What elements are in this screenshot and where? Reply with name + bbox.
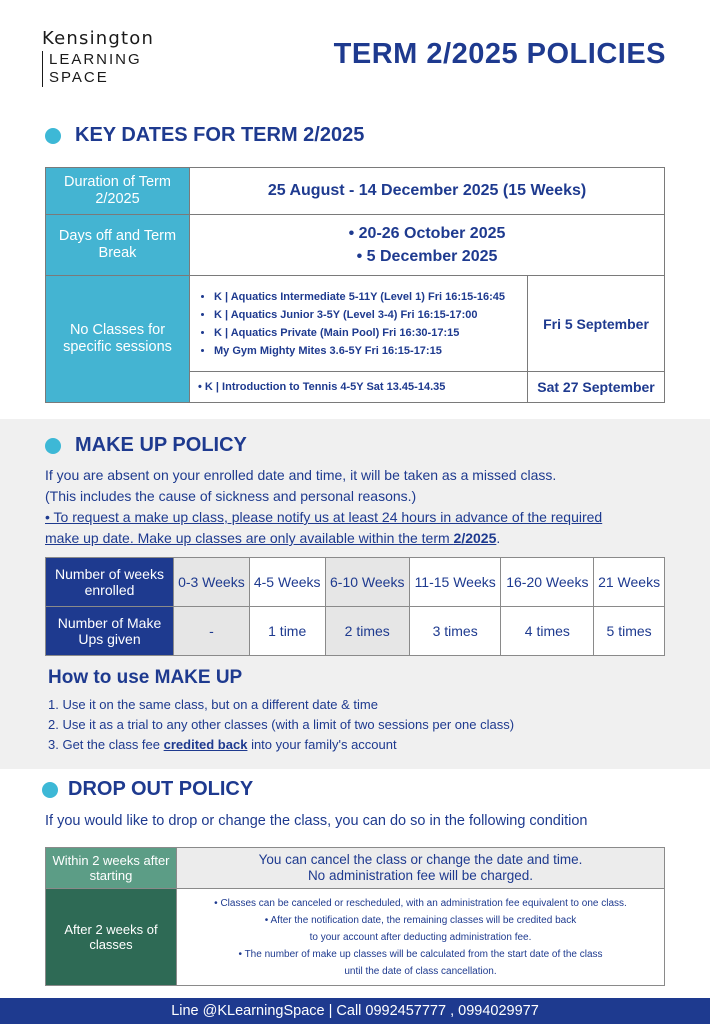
key-dates-table — [45, 167, 665, 403]
howto-step-2: 2. Use it as a trial to any other classes (with a limit of two sessions per one class) — [48, 717, 515, 732]
logo-line1: Kensington — [42, 28, 155, 49]
bullet-dot-icon — [45, 128, 61, 144]
within-line2: No administration fee will be charged. — [307, 868, 534, 883]
after-line: • After the notification date, the remaining classes will be credited back — [264, 914, 577, 926]
makeup-note-line2c: . — [496, 530, 501, 546]
makeups-cell: 4 times — [501, 607, 594, 656]
days-off-label: Days off and Term Break — [46, 215, 190, 276]
makeup-paragraph — [45, 465, 602, 549]
within-two-weeks-label: Within 2 weeks after starting — [46, 848, 177, 889]
after-line: until the date of class cancellation. — [344, 965, 497, 977]
session-item: • K | Aquatics Junior 3-5Y (Level 3-4) Fri 16:15-17:00 — [214, 306, 523, 324]
days-off-value-1: • 20-26 October 2025 — [348, 225, 506, 242]
makeup-note-line2 — [45, 528, 602, 549]
logo — [42, 28, 154, 87]
makeups-cell: - — [174, 607, 250, 656]
makeup-heading — [45, 434, 247, 457]
weeks-cell: 4-5 Weeks — [249, 558, 325, 607]
weeks-enrolled-label: Number of weeks enrolled — [46, 558, 174, 607]
makeup-note-line2a: make up date. Make up classes are only available within the term — [45, 530, 454, 546]
makeup-note-line1: • To request a make up class, please notify us at least 24 hours in advance of the required — [45, 509, 603, 525]
howto-title: How to use MAKE UP — [48, 667, 243, 688]
weeks-cell: 6-10 Weeks — [325, 558, 409, 607]
sessions-group1 — [190, 276, 528, 372]
after-line: • The number of make up classes will be calculated from the start date of the class — [238, 948, 603, 960]
weeks-cell: 21 Weeks — [594, 558, 665, 607]
makeup-table — [45, 557, 665, 656]
weeks-cell: 16-20 Weeks — [501, 558, 594, 607]
footer-contact: Line @KLearningSpace | Call 0992457777 , 0994029977 — [0, 998, 710, 1024]
bullet-dot-icon — [45, 438, 61, 454]
credited-back-text: credited back — [163, 737, 248, 752]
sessions-group2: • K | Introduction to Tennis 4-5Y Sat 13.45-14.35 — [190, 372, 528, 403]
dropout-table — [45, 847, 665, 986]
dropout-heading — [42, 778, 253, 801]
makeups-cell: 5 times — [594, 607, 665, 656]
days-off-value-2: • 5 December 2025 — [356, 248, 498, 265]
no-classes-label: No Classes for specific sessions — [46, 276, 190, 403]
session-item: • K | Aquatics Intermediate 5-11Y (Level 1) Fri 16:15-16:45 — [214, 288, 523, 306]
key-dates-heading — [45, 124, 364, 147]
after-line: • Classes can be canceled or rescheduled, with an administration fee equivalent to one class. — [214, 897, 627, 909]
makeup-para2: (This includes the cause of sickness and personal reasons.) — [45, 488, 417, 504]
duration-label: Duration of Term 2/2025 — [46, 168, 190, 215]
howto-step-3 — [48, 735, 514, 755]
makeups-cell: 2 times — [325, 607, 409, 656]
makeup-para1: If you are absent on your enrolled date and time, it will be taken as a missed class. — [45, 467, 557, 483]
dropout-intro: If you would like to drop or change the class, you can do so in the following condition — [45, 813, 588, 829]
logo-line2: LEARNING — [49, 51, 142, 68]
howto-step-1: 1. Use it on the same class, but on a different date & time — [48, 697, 378, 712]
within-line1: You can cancel the class or change the date and time. — [258, 852, 583, 867]
makeup-heading-text: MAKE UP POLICY — [75, 434, 247, 456]
after-two-weeks-text — [177, 889, 665, 986]
page-title: TERM 2/2025 POLICIES — [333, 38, 666, 70]
key-dates-heading-text: KEY DATES FOR TERM 2/2025 — [75, 124, 365, 146]
howto-step-3a: 3. Get the class fee — [48, 737, 164, 752]
logo-line3: SPACE — [49, 69, 109, 86]
session-item: • My Gym Mighty Mites 3.6-5Y Fri 16:15-17:15 — [214, 342, 523, 360]
makeup-note-term: 2/2025 — [453, 530, 497, 546]
after-two-weeks-label: After 2 weeks of classes — [46, 889, 177, 986]
makeups-given-label: Number of Make Ups given — [46, 607, 174, 656]
after-line: to your account after deducting administration fee. — [309, 931, 532, 943]
weeks-cell: 0-3 Weeks — [174, 558, 250, 607]
within-two-weeks-text — [177, 848, 665, 889]
weeks-cell: 11-15 Weeks — [409, 558, 501, 607]
session-item: • K | Aquatics Private (Main Pool) Fri 16:30-17:15 — [214, 324, 523, 342]
makeups-cell: 1 time — [249, 607, 325, 656]
group2-date: Sat 27 September — [528, 372, 665, 403]
group1-date: Fri 5 September — [528, 276, 665, 372]
days-off-values — [190, 215, 665, 276]
makeups-cell: 3 times — [409, 607, 501, 656]
bullet-dot-icon — [42, 782, 58, 798]
dropout-heading-text: DROP OUT POLICY — [68, 778, 254, 800]
duration-value: 25 August - 14 December 2025 (15 Weeks) — [190, 168, 665, 215]
howto-step-3c: into your family's account — [247, 737, 397, 752]
howto-steps — [48, 695, 514, 755]
